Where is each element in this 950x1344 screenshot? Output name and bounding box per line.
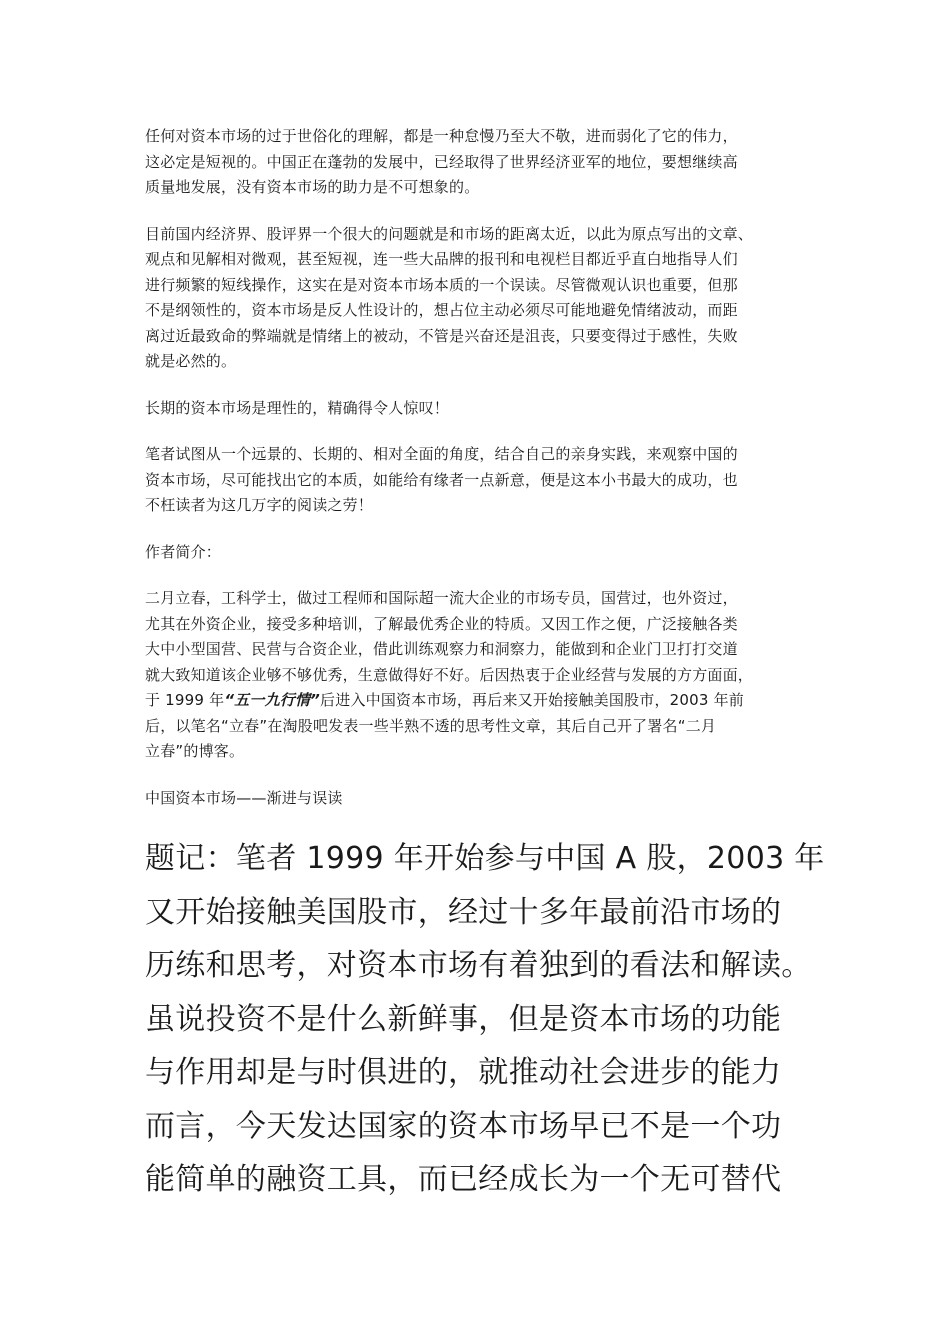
epigraph-text: 题记：笔者 1999 年开始参与中国 A 股，2003 年 又开始接触美国股市，经过十多年最前沿市场的 历练和思考，对资本市场有着独到的看法和解读。 虽说投资不是什么新鲜事，但是资本市场的功能 与作用却是与时俱进的，就推动社会进步的能力 而言，今天发达国家的资本市场早已不是一个功 能简单的融资工具，而已经成长为一个无可替代 — [145, 841, 825, 1197]
author-bio-paragraph — [145, 586, 815, 765]
section-title: 中国资本市场——渐进与误读 — [145, 788, 343, 807]
document-page — [145, 124, 825, 1207]
author-intro-heading: 作者简介： — [145, 542, 222, 561]
author-bio-part1: 二月立春，工科学士，做过工程师和国际超一流大企业的市场专员，国营过，也外资过， 尤其在外资企业，接受多种培训，了解最优秀企业的特质。又因工作之便，广泛接触各类 大中小型国营、民营与合资企业，借此训练观察力和洞察力，能做到和企业门卫打打交道 就大致知道该企业够不够优秀，生意做得好不好。后因热衷于企业经营与发展的方方面面， 于 1999 年 — [145, 589, 754, 709]
author-bio-highlight: “五一九行情” — [224, 691, 321, 709]
author-bio-part2: 后进入中国资本市场，再后来又开始接触美国股市，2003 年前 后，以笔名“立春”在淘股吧发表一些半熟不透的思考性文章，其后自己开了署名“二月 立春”的博客。 — [145, 691, 744, 760]
paragraph-rational-market: 长期的资本市场是理性的，精确得令人惊叹！ — [145, 398, 450, 417]
paragraph-author-intent: 笔者试图从一个远景的、长期的、相对全面的角度，结合自己的亲身实践，来观察中国的 资本市场，尽可能找出它的本质，如能给有缘者一点新意，便是这本小书最大的成功，也 不枉读者为这几万字的阅读之劳！ — [145, 445, 738, 514]
paragraph-capital-market-vision: 任何对资本市场的过于世俗化的理解，都是一种怠慢乃至大不敬，进而弱化了它的伟力， 这必定是短视的。中国正在蓬勃的发展中，已经取得了世界经济亚军的地位，要想继续高 质量地发展，没有资本市场的助力是不可想象的。 — [145, 127, 738, 196]
paragraph-short-sighted-analysis: 目前国内经济界、股评界一个很大的问题就是和市场的距离太近，以此为原点写出的文章、 观点和见解相对微观，甚至短视，连一些大品牌的报刊和电视栏目都近乎直白地指导人们 进行频繁的短线操作，这实在是对资本市场本质的一个误读。尽管微观认识也重要，但那 不是纲领性的，资本市场是反人性设计的，想占位主动必须尽可能地避免情绪波动，而距 离过近最致命的弊端就是情绪上的被动，不管是兴奋还是沮丧，只要变得过于感性，失败 就是必然的。 — [145, 224, 754, 370]
